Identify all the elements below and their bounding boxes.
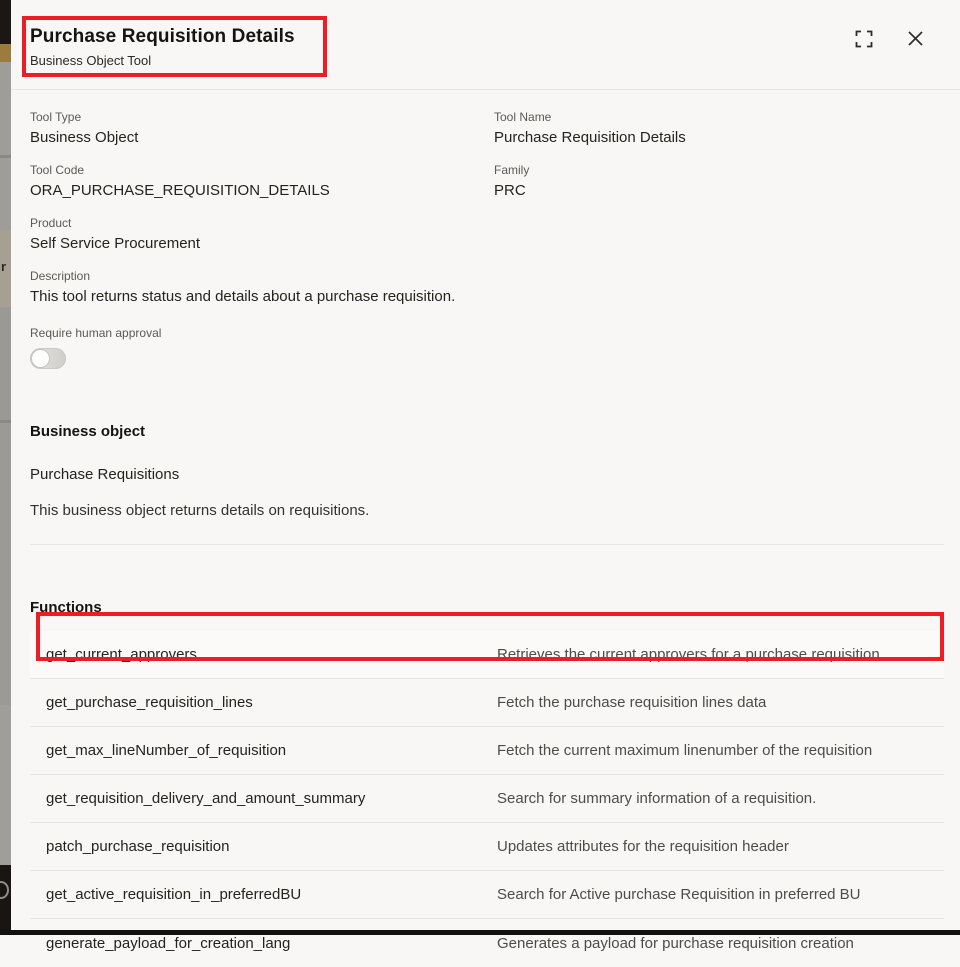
function-name: get_requisition_delivery_and_amount_summary [46,790,366,807]
field-value: ORA_PURCHASE_REQUISITION_DETAILS [30,182,330,199]
functions-heading: Functions [30,599,102,616]
background-bottom-edge [0,930,960,935]
tool-field [30,163,494,200]
function-row[interactable] [30,871,944,919]
field-label: Tool Type [30,110,82,124]
panel-header [11,0,960,90]
tool-fields [30,110,944,306]
function-name: patch_purchase_requisition [46,838,230,855]
require-approval-field [30,326,944,369]
business-object-heading: Business object [30,423,146,440]
function-name: get_active_requisition_in_preferredBU [46,886,302,903]
background-edge-dark-top [0,0,11,44]
function-row[interactable] [30,775,944,823]
function-row[interactable] [30,823,944,871]
field-value: Business Object [30,129,139,146]
field-value: This tool returns status and details about a purchase requisition. [30,288,456,305]
panel-subtitle: Business Object Tool [30,53,152,68]
background-edge-gray [0,62,11,155]
panel-title: Purchase Requisition Details [30,26,295,47]
field-label: Description [30,269,91,283]
field-value: Self Service Procurement [30,235,201,252]
functions-section [30,598,944,967]
tool-field [30,110,494,147]
function-row[interactable] [30,679,944,727]
field-value: PRC [494,182,526,199]
function-description: Fetch the purchase requisition lines data [497,694,767,711]
background-edge-beige [0,230,11,307]
function-row[interactable] [30,727,944,775]
expand-button[interactable] [853,28,874,49]
background-edge-gray [0,307,11,420]
function-row[interactable] [30,919,944,967]
background-page-edge [0,0,11,935]
function-name: generate_payload_for_creation_lang [46,934,291,952]
field-label: Product [30,216,72,230]
background-edge-gray [0,158,11,230]
function-description: Search for summary information of a requisition. [497,790,817,807]
function-name: get_current_approvers [46,646,197,663]
tool-field [494,110,944,147]
tool-details-panel [11,0,960,952]
function-description: Search for Active purchase Requisition in preferred BU [497,886,861,903]
field-label: Family [494,163,530,177]
background-edge-gold-band [0,44,11,62]
expand-icon [855,30,873,48]
function-name: get_max_lineNumber_of_requisition [46,742,287,759]
title-block [30,26,295,68]
function-description: Retrieves the current approvers for a purchase requisition. [497,646,884,663]
field-value: Purchase Requisition Details [494,129,686,146]
clipped-circle-icon [0,881,9,899]
close-button[interactable] [905,28,926,49]
functions-list [30,631,944,967]
function-description: Updates attributes for the requisition header [497,838,789,855]
toggle-knob [31,349,50,368]
field-label: Tool Name [494,110,552,124]
close-icon [907,30,924,47]
background-edge-gray [0,423,11,705]
business-object-description: This business object returns details on requisitions. [30,502,370,519]
tool-field [30,269,944,306]
function-row[interactable] [30,631,944,679]
toggle-label: Require human approval [30,326,162,340]
business-object-name: Purchase Requisitions [30,466,180,483]
function-description: Fetch the current maximum linenumber of the requisition [497,742,873,759]
clipped-text-fragment: r [1,259,7,274]
background-edge-gray [0,705,11,865]
panel-body [11,110,960,967]
function-name: get_purchase_requisition_lines [46,694,253,711]
business-object-section [30,422,944,545]
tool-field [494,163,944,200]
require-approval-toggle[interactable] [30,348,66,369]
field-label: Tool Code [30,163,85,177]
background-edge-dark-bottom [0,865,11,935]
function-description: Generates a payload for purchase requisition creation [497,934,854,952]
tool-field [30,216,494,253]
